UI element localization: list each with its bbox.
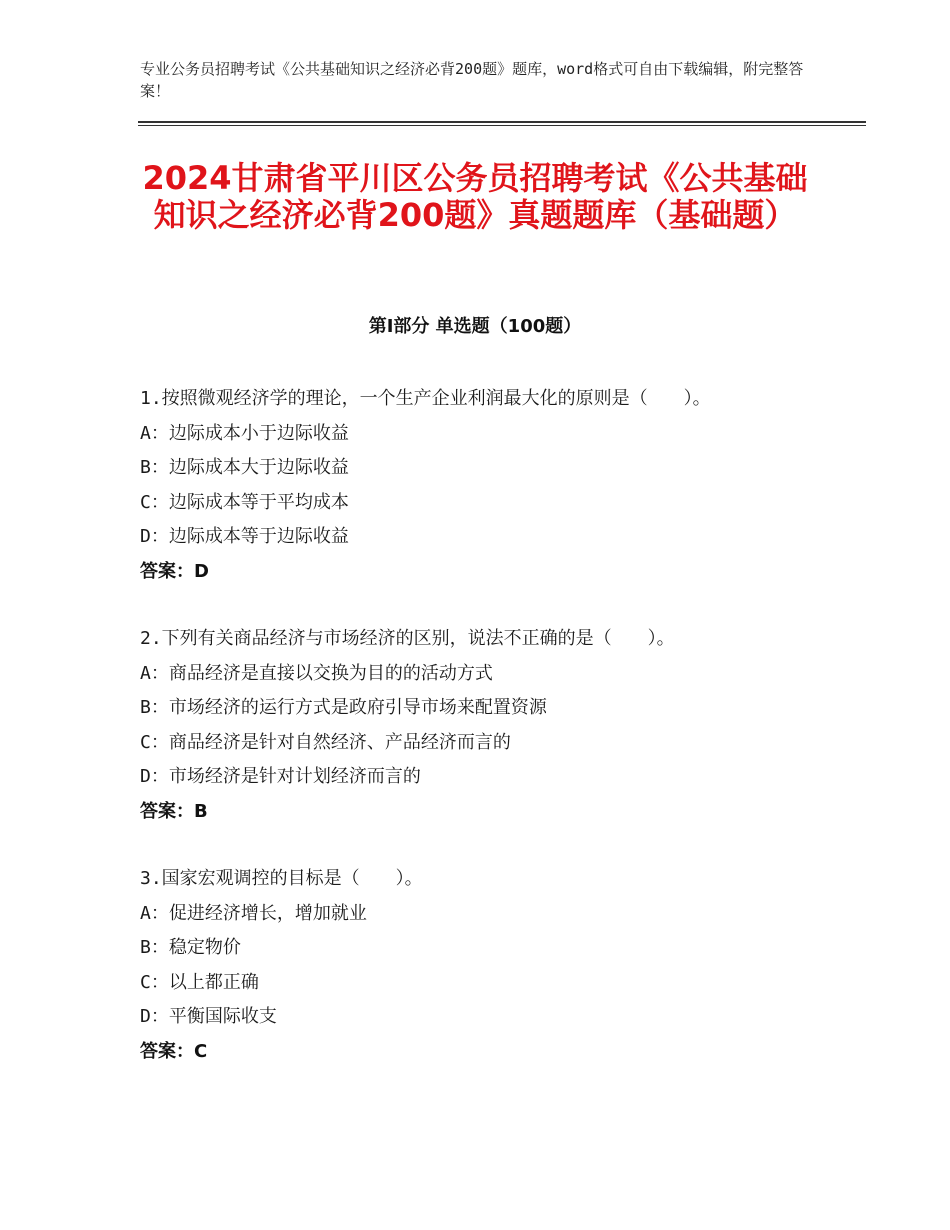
option-b: B：市场经济的运行方式是政府引导市场来配置资源 [140, 697, 547, 718]
option-c: C：边际成本等于平均成本 [140, 491, 349, 513]
section-title: 第Ⅰ部分 单选题（100题） [368, 316, 582, 337]
option-a: A：促进经济增长，增加就业 [140, 902, 367, 924]
option-b: B：边际成本大于边际收益 [140, 457, 349, 478]
question-stem: 1.按照微观经济学的理论，一个生产企业利润最大化的原则是（ ）。 [140, 388, 711, 409]
question-1 [140, 382, 840, 589]
header-divider-thin [138, 125, 866, 126]
option-b: B：稳定物价 [140, 937, 241, 958]
option-c: C：商品经济是针对自然经济、产品经济而言的 [140, 731, 511, 753]
answer-label: 答案：C [140, 1040, 208, 1062]
option-c: C：以上都正确 [140, 971, 259, 993]
header-divider-thick [138, 121, 866, 123]
option-d: D：平衡国际收支 [140, 1006, 277, 1027]
question-3 [140, 862, 840, 1069]
question-stem: 3.国家宏观调控的目标是（ ）。 [140, 868, 423, 889]
option-d: D：边际成本等于边际收益 [140, 526, 349, 547]
document-title: 2024甘肃省平川区公务员招聘考试《公共基础知识之经济必背200题》真题题库（基础题） [142, 159, 808, 234]
option-d: D：市场经济是针对计划经济而言的 [140, 766, 421, 787]
question-list [140, 382, 840, 1102]
header-note: 专业公务员招聘考试《公共基础知识之经济必背200题》题库，word格式可自由下载编辑，附完整答案！ [140, 60, 804, 100]
question-2 [140, 622, 840, 829]
answer-label: 答案：B [140, 800, 208, 822]
question-stem: 2.下列有关商品经济与市场经济的区别，说法不正确的是（ ）。 [140, 628, 675, 649]
option-a: A：边际成本小于边际收益 [140, 422, 349, 444]
option-a: A：商品经济是直接以交换为目的的活动方式 [140, 662, 493, 684]
answer-label: 答案：D [140, 560, 209, 582]
